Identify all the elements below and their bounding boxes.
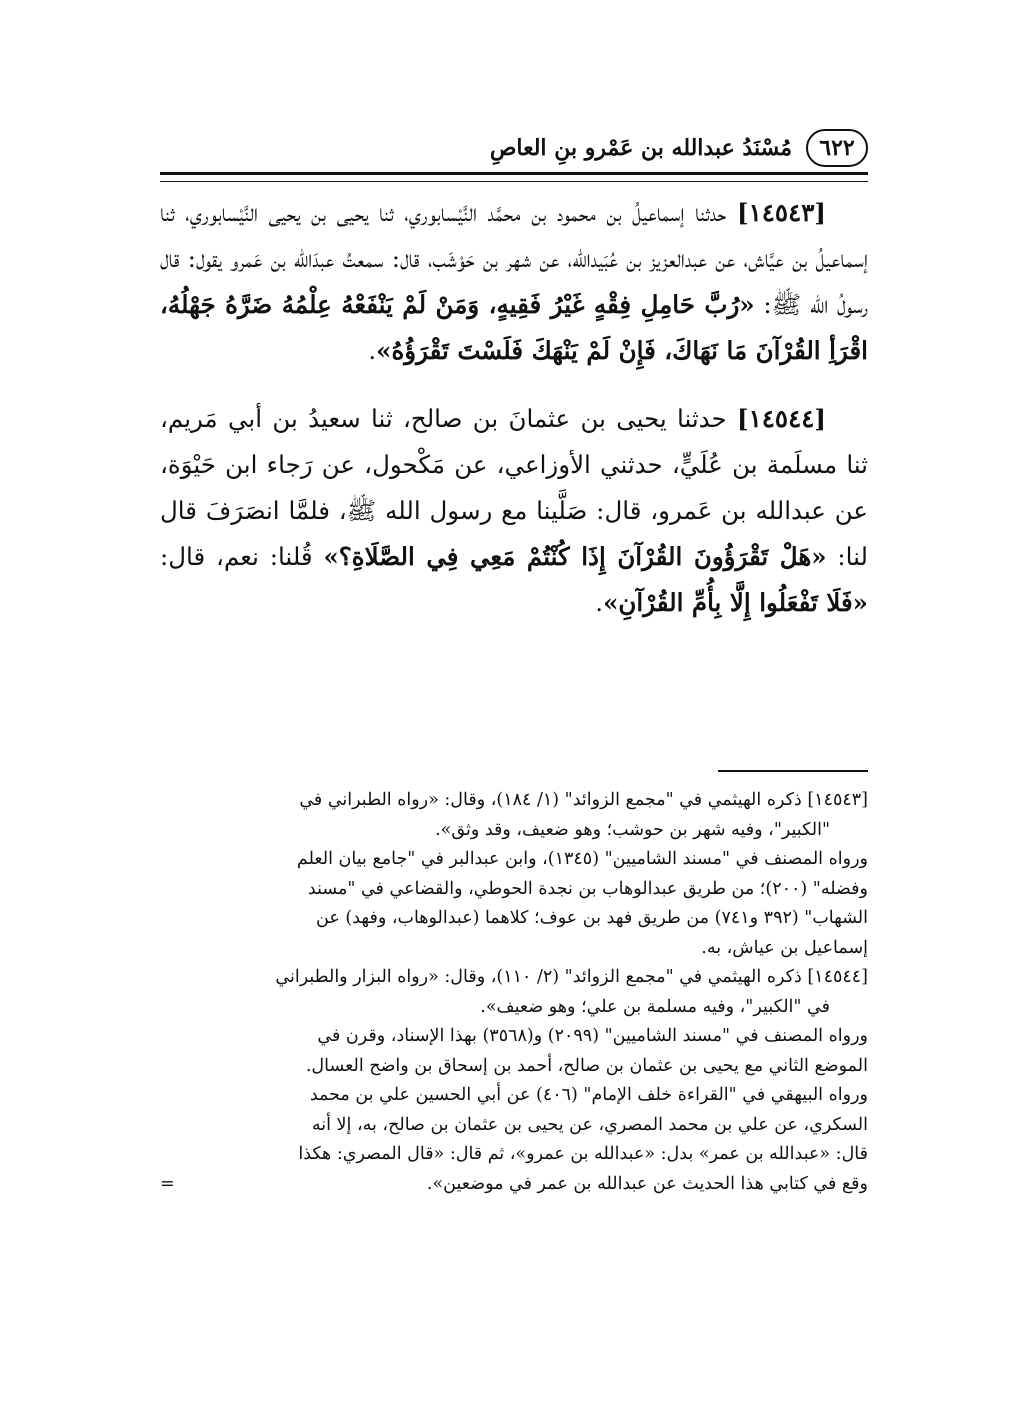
footnote-line: إسماعيل بن عياش، به.: [701, 937, 868, 958]
hadith-quote: «هَلْ تَقْرَؤُونَ القُرْآنَ إِذَا كُنْتُمْ مَعِي فِي الصَّلَاةِ؟»: [323, 542, 827, 571]
footnote-14544: [160, 963, 868, 1199]
footnote-line: ورواه المصنف في "مسند الشاميين" (١٣٤٥)، وابن عبدالبر في "جامع بيان العلم: [296, 849, 868, 869]
hadith-quote: «رُبَّ حَامِلِ فِقْهٍ غَيْرُ فَقِيهٍ، وَمَنْ لَمْ يَنْفَعْهُ عِلْمُهُ ضَرَّهُ جَهْلُهُ، اقْرَأِ القُرْآنَ مَا نَهَاكَ، فَإِنْ لَمْ يَنْهَكَ فَلَسْتَ تَقْرَؤُهُ»: [160, 290, 868, 365]
hadith-text-continued: قُلنا: نعم، قال:: [160, 542, 324, 571]
footnote-separator: [718, 770, 868, 772]
footnote-line: في "الكبير"، وفيه مسلمة بن علي؛ وهو ضعيف».: [480, 996, 830, 1017]
footnote-last-line: [160, 1170, 868, 1200]
hadith-text: حدثنا يحيى بن عثمانَ بن صالح، ثنا سعيدُ بن أبي مَريم، ثنا مسلَمة بن عُلَيٍّ، حدثني الأوزاعي، عن مَكْحول، عن رَجاء ابن حَيْوَة، عن عبدالله بن عَمرو، قال: صَلَّينا مع رسول الله ﷺ، فلمَّا انصَرَفَ قال لنا:: [160, 404, 868, 571]
footnote-line: وفضله" (٢٠٠)؛ من طريق عبدالوهاب بن نجدة الحوطي، والقضاعي في "مسند: [307, 878, 868, 899]
running-title: مُسْنَدُ عبدالله بن عَمْرو بنِ العاصِ: [489, 135, 792, 161]
footnote-line: [١٤٥٤٤] ذكره الهيثمي في "مجمع الزوائد" (٢/ ١١٠)، وقال: «رواه البزار والطبراني: [275, 967, 868, 987]
page-number: ٦٢٢: [806, 129, 868, 167]
footnote-line: [١٤٥٤٣] ذكره الهيثمي في "مجمع الزوائد" (١/ ١٨٤)، وقال: «رواه الطبراني في: [299, 790, 868, 810]
hadith-tail: .: [368, 336, 377, 365]
hadith-number: [١٤٥٤٣]: [737, 198, 826, 227]
footnote-line: السكري، عن علي بن محمد المصري، عن يحيى بن عثمان بن صالح، به، إلا أنه: [311, 1114, 868, 1135]
footnote-14543: [160, 786, 868, 963]
hadith-14544: [160, 396, 868, 626]
footnotes: [160, 786, 868, 1199]
hadith-14543: [160, 190, 868, 374]
continuation-mark: =: [160, 1173, 175, 1194]
footnote-line: ورواه المصنف في "مسند الشاميين" (٢٠٩٩) و(٣٥٦٨) بهذا الإسناد، وقرن في: [317, 1026, 868, 1046]
footnote-line: قال: «عبدالله بن عمر» بدل: «عبدالله بن عمرو»، ثم قال: «قال المصري: هكذا: [298, 1144, 868, 1164]
page-header: [160, 118, 868, 178]
header-rule: [160, 172, 868, 182]
footnote-line: الموضع الثاني مع يحيى بن عثمان بن صالح، أحمد بن إسحاق بن واضح العسال.: [305, 1055, 868, 1076]
hadith-tail: .: [595, 588, 604, 617]
hadith-quote-2: «فَلَا تَفْعَلُوا إِلَّا بِأُمِّ القُرْآنِ»: [603, 588, 868, 617]
main-text: [160, 190, 868, 626]
footnote-line: الشهاب" (٣٩٢ و٧٤١) من طريق فهد بن عوف؛ كلاهما (عبدالوهاب، وفهد) عن: [316, 908, 868, 928]
footnote-line: وقع في كتابي هذا الحديث عن عبدالله بن عمر في موضعين».: [426, 1173, 868, 1194]
hadith-text: حدثنا إسماعيلُ بن محمود بن محمَّد النَّيْسابوري، ثنا يحيى بن يحيى النَّيْسابوري، ثنا إسماعيلُ بن عيَّاش، عن عبدالعزيز بن عُبَيدالله، عن شهر بن حَوْشَب، قال: سمعتُ عبدَالله بن عَمرو يقول: قال رسولُ الله ﷺ:: [160, 198, 868, 319]
footnote-line: ورواه البيهقي في "القراءة خلف الإمام" (٤٠٦) عن أبي الحسين علي بن محمد: [309, 1085, 868, 1105]
hadith-number: [١٤٥٤٤]: [737, 404, 826, 433]
footnote-line: "الكبير"، وفيه شهر بن حوشب؛ وهو ضعيف، وقد وثق».: [435, 819, 830, 840]
